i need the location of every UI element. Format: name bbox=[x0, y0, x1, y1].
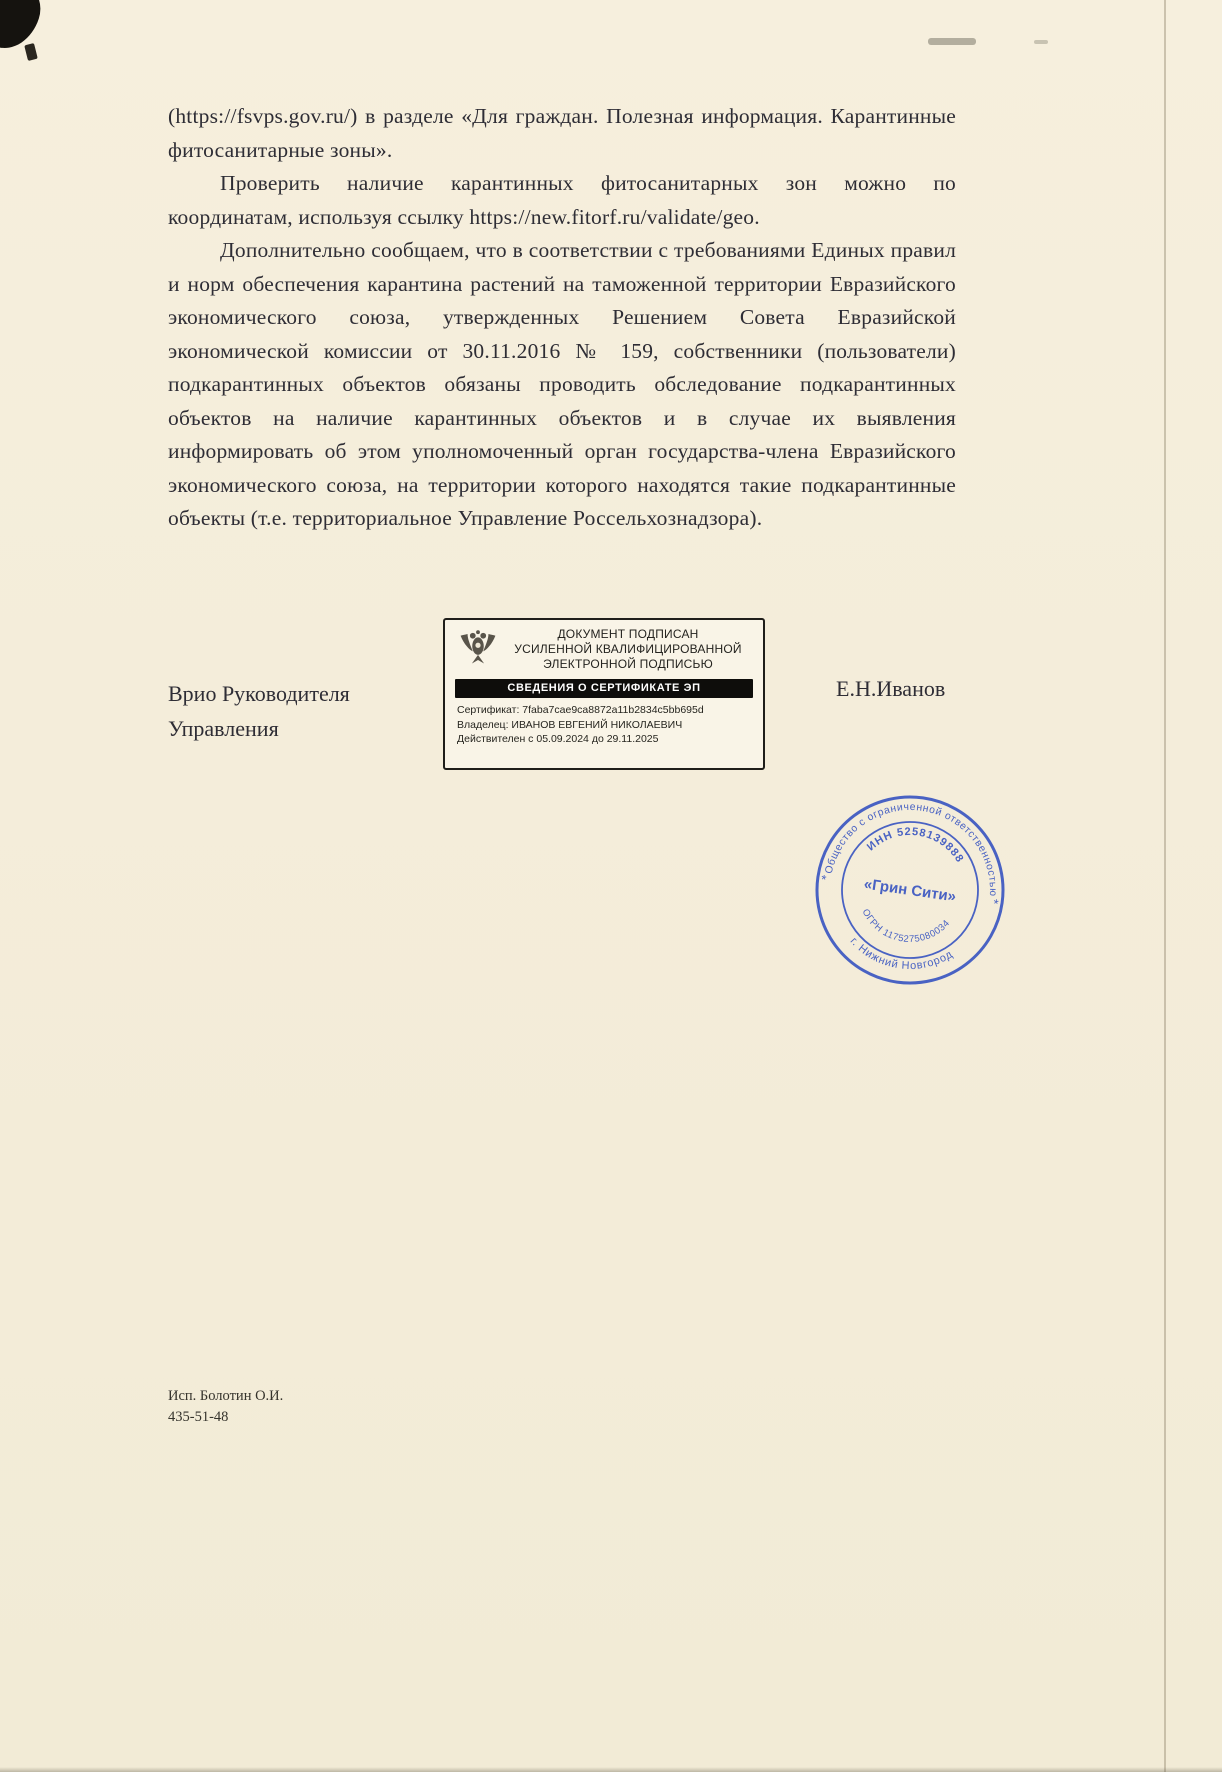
paragraph-check-zones: Проверить наличие карантинных фитосанитарных зон можно по координатам, используя ссылку https://new.fitorf.ru/validate/geo. bbox=[168, 171, 956, 229]
stamp-star-right-icon: * bbox=[992, 895, 1000, 912]
scan-artifact-bottom-edge bbox=[0, 1767, 1222, 1772]
svg-text:ОГРН 1175275080034 bbox=[856, 906, 953, 951]
footer-executor bbox=[168, 1386, 283, 1428]
esignature-header-text bbox=[503, 627, 753, 672]
esignature-header bbox=[445, 620, 763, 674]
esignature-stamp bbox=[443, 618, 765, 770]
signatory-title bbox=[168, 676, 350, 746]
esign-line1: ДОКУМЕНТ ПОДПИСАН bbox=[557, 627, 699, 641]
letter-body bbox=[168, 100, 956, 536]
certificate-info-bar: СВЕДЕНИЯ О СЕРТИФИКАТЕ ЭП bbox=[455, 679, 753, 698]
round-stamp bbox=[810, 790, 1010, 990]
scan-artifact-vertical-line bbox=[1164, 0, 1166, 1772]
scan-artifact-dot bbox=[1034, 40, 1048, 44]
signatory-name: Е.Н.Иванов bbox=[836, 676, 946, 701]
certificate-details bbox=[445, 702, 763, 748]
certificate-validity: Действителен с 05.09.2024 до 29.11.2025 bbox=[457, 733, 659, 745]
scan-artifact-dash bbox=[928, 38, 976, 45]
stamp-company-name: «Грин Сити» bbox=[862, 875, 958, 906]
stamp-ogrn: ОГРН 1175275080034 bbox=[859, 907, 953, 946]
executor-phone: 435-51-48 bbox=[168, 1409, 229, 1425]
certificate-owner: Владелец: ИВАНОВ ЕВГЕНИЙ НИКОЛАЕВИЧ bbox=[457, 718, 683, 731]
stamp-star-left-icon: * bbox=[820, 871, 828, 888]
paragraph-additional-info: Дополнительно сообщаем, что в соответствии с требованиями Единых правил и норм обеспечения карантина растений на таможенной территории Евразийского экономического союза, утвержденных Решением Совета Евразийской экономической комиссии от 30.11.2016 № 159, собственники (пользователи) подкарантинных объектов обязаны проводить обследование подкарантинных объектов на наличие карантинных объектов и в случае их выявления информировать об этом уполномоченный орган государства-члена Евразийского экономического союза, на территории которого находятся такие подкарантинные объекты (т.е. территориальное Управление Россельхознадзора). bbox=[168, 238, 956, 530]
coat-of-arms-icon bbox=[457, 627, 503, 672]
stamp-city: г. Нижний Новгород bbox=[847, 935, 956, 973]
esign-line3: ЭЛЕКТРОННОЙ ПОДПИСЬЮ bbox=[543, 657, 713, 671]
signatory-title-line2: Управления bbox=[168, 716, 279, 741]
executor-name: Исп. Болотин О.И. bbox=[168, 1388, 284, 1404]
stamp-company-type: Общество с ограниченной ответственностью bbox=[823, 801, 999, 897]
paragraph-links: (https://fsvps.gov.ru/) в разделе «Для граждан. Полезная информация. Карантинные фитосанитарные зоны». bbox=[168, 104, 956, 162]
stamp-inn: ИНН 5258139888 bbox=[864, 825, 966, 866]
signatory-title-line1: Врио Руководителя bbox=[168, 681, 350, 706]
esign-line2: УСИЛЕННОЙ КВАЛИФИЦИРОВАННОЙ bbox=[514, 642, 742, 656]
certificate-number: Сертификат: 7faba7cae9ca8872a11b2834c5bb695d bbox=[457, 704, 704, 716]
